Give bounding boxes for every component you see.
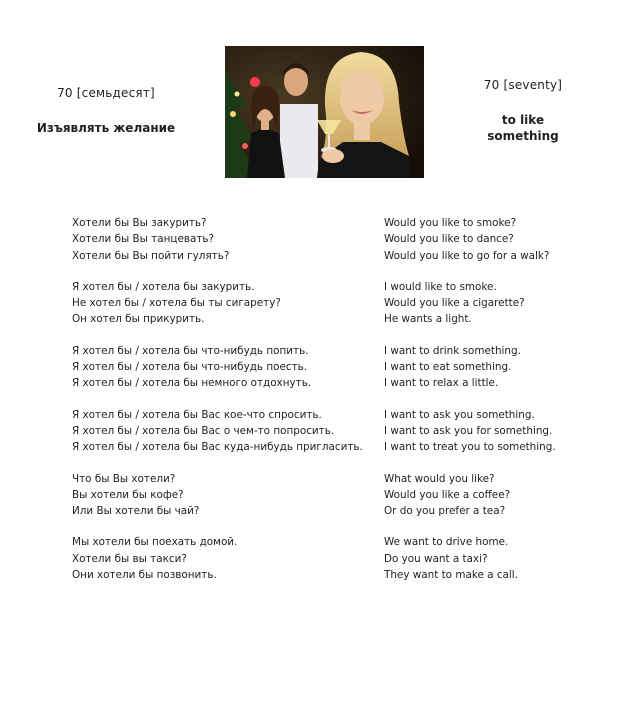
phrase-row	[0, 295, 642, 311]
phrase-ru: Он хотел бы прикурить.	[72, 313, 205, 326]
phrase-row	[0, 248, 642, 264]
phrase-en: I want to ask you something.	[384, 408, 535, 421]
phrase-group	[0, 534, 642, 583]
phrase-row	[0, 471, 642, 487]
lesson-topic-en-line1: to like	[501, 113, 545, 127]
phrase-en: I want to drink something.	[384, 344, 521, 357]
phrase-row	[0, 215, 642, 231]
phrase-en: I want to treat you to something.	[384, 441, 556, 454]
lesson-topic-ru: Изъявлять желание	[36, 121, 176, 135]
phrase-group	[0, 471, 642, 520]
phrase-ru: Хотели бы Вы пойти гулять?	[72, 249, 230, 262]
phrase-en: Or do you prefer a tea?	[384, 505, 506, 518]
phrase-row	[0, 311, 642, 327]
phrase-row	[0, 503, 642, 519]
phrase-en: We want to drive home.	[384, 536, 509, 549]
lesson-header-english	[446, 78, 600, 144]
phrase-ru: Я хотел бы / хотела бы что-нибудь поесть.	[72, 361, 308, 374]
party-photo	[225, 46, 424, 178]
phrase-row	[0, 534, 642, 550]
phrase-ru: Хотели бы вы такси?	[72, 552, 187, 565]
lesson-header-russian	[0, 86, 212, 136]
phrase-en: I want to eat something.	[384, 361, 512, 374]
lesson-number-en: 70 [seventy]	[483, 78, 563, 92]
phrase-row	[0, 375, 642, 391]
phrase-row	[0, 407, 642, 423]
phrase-ru: Я хотел бы / хотела бы Вас о чем-то попросить.	[72, 424, 335, 437]
phrase-row	[0, 279, 642, 295]
phrase-en: Do you want a taxi?	[384, 552, 488, 565]
phrase-ru: Я хотел бы / хотела бы что-нибудь попить.	[72, 344, 309, 357]
phrase-ru: Они хотели бы позвонить.	[72, 569, 217, 582]
phrase-ru: Я хотел бы / хотела бы Вас куда-нибудь пригласить.	[72, 441, 363, 454]
phrase-group	[0, 343, 642, 392]
phrase-row	[0, 487, 642, 503]
phrase-row	[0, 343, 642, 359]
phrase-en: Would you like a cigarette?	[384, 297, 525, 310]
phrase-ru: Я хотел бы / хотела бы закурить.	[72, 280, 255, 293]
phrase-en: Would you like to go for a walk?	[384, 249, 550, 262]
phrase-row	[0, 359, 642, 375]
phrase-row	[0, 551, 642, 567]
phrase-en: Would you like to smoke?	[384, 217, 517, 229]
phrase-row	[0, 439, 642, 455]
phrase-row	[0, 567, 642, 583]
phrase-ru: Что бы Вы хотели?	[72, 472, 176, 485]
phrase-row	[0, 423, 642, 439]
phrase-ru: Не хотел бы / хотела бы ты сигарету?	[72, 297, 281, 310]
phrase-ru: Или Вы хотели бы чай?	[72, 505, 200, 518]
phrase-en: I would like to smoke.	[384, 280, 497, 293]
phrase-en: I want to ask you for something.	[384, 424, 553, 437]
phrase-en: I want to relax a little.	[384, 377, 499, 390]
phrase-en: They want to make a call.	[384, 569, 518, 582]
lesson-number-ru: 70 [семьдесят]	[57, 86, 155, 100]
phrase-ru: Я хотел бы / хотела бы немного отдохнуть.	[72, 377, 312, 390]
phrase-en: Would you like a coffee?	[384, 488, 511, 501]
phrase-en: What would you like?	[384, 472, 495, 485]
phrase-en: He wants a light.	[384, 313, 472, 326]
phrase-ru: Вы хотели бы кофе?	[72, 488, 184, 501]
phrase-ru: Мы хотели бы поехать домой.	[72, 536, 238, 549]
phrase-ru: Я хотел бы / хотела бы Вас кое-что спросить.	[72, 408, 322, 421]
phrase-list	[0, 215, 642, 598]
phrase-group	[0, 407, 642, 456]
lesson-topic-en-line2: something	[487, 129, 559, 143]
phrase-ru: Хотели бы Вы танцевать?	[72, 233, 215, 246]
phrase-ru: Хотели бы Вы закурить?	[72, 217, 207, 229]
phrase-group	[0, 215, 642, 264]
phrase-row	[0, 231, 642, 247]
phrase-group	[0, 279, 642, 328]
phrase-en: Would you like to dance?	[384, 233, 514, 246]
lesson-topic-en	[446, 112, 600, 144]
